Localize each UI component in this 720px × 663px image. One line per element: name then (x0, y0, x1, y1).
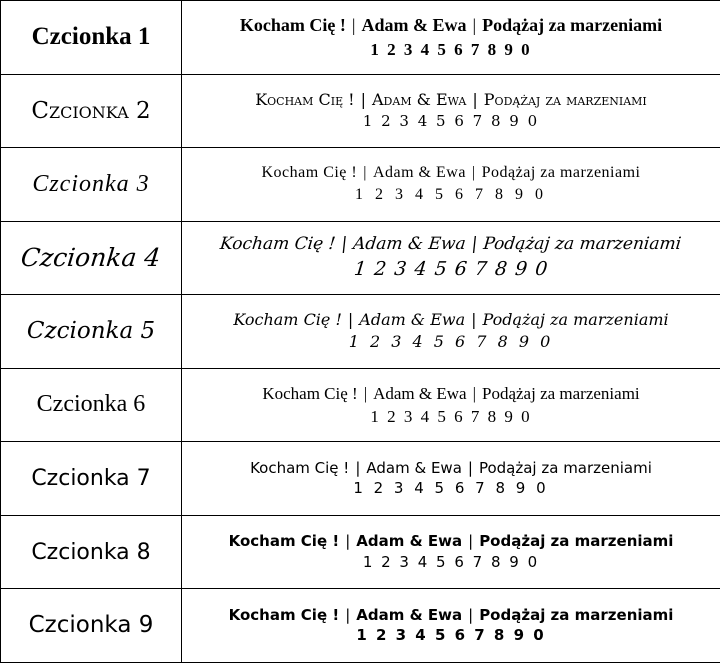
font-name-label: Czcionka 1 (32, 23, 151, 50)
sample-phrase-1: Kocham Cię ! (229, 532, 340, 550)
sample-phrase-1: Kocham Cię ! (250, 459, 349, 477)
sample-phrase-3: Podążaj za marzeniami (479, 532, 673, 550)
font-name-cell (1, 148, 182, 222)
font-sample-table-body (1, 1, 720, 663)
font-sample-cell (182, 295, 720, 369)
sample-separator: | (342, 310, 359, 329)
font-sample-words (182, 310, 720, 330)
sample-phrase-1: Kocham Cię ! (262, 384, 357, 403)
sample-phrase-2: Adam & Ewa (356, 532, 462, 550)
font-sample-cell (182, 589, 720, 663)
font-sample-cell (182, 148, 720, 222)
font-sample-digits: 1 2 3 4 5 6 7 8 9 0 (182, 626, 720, 645)
font-name-label: Czcionka 5 (27, 318, 155, 344)
font-name-label: Czcionka 2 (31, 98, 150, 124)
font-name-label: Czcionka 3 (32, 171, 149, 197)
font-name-cell (1, 221, 182, 295)
sample-separator: | (462, 459, 479, 477)
font-sample-digits: 1 2 3 4 5 6 7 8 9 0 (182, 406, 720, 427)
font-sample-cell (182, 1, 720, 75)
font-sample-digits: 1 2 3 4 5 6 7 8 9 0 (182, 553, 720, 572)
font-name-cell (1, 589, 182, 663)
sample-separator: | (462, 532, 479, 550)
sample-phrase-2: Adam & Ewa (372, 90, 466, 109)
sample-phrase-3: Podążaj za marzeniami (484, 90, 647, 109)
sample-separator: | (465, 310, 482, 329)
font-sample-words (219, 234, 682, 255)
font-sample-words (182, 383, 720, 404)
font-name-cell (1, 74, 182, 148)
font-sample-words-line (182, 234, 720, 255)
font-sample-words (182, 163, 720, 183)
font-sample-words (182, 532, 720, 551)
sample-phrase-1: Kocham Cię ! (261, 164, 357, 181)
sample-phrase-1: Kocham Cię ! (229, 606, 340, 624)
table-row (1, 589, 720, 663)
table-row (1, 1, 720, 75)
sample-phrase-3: Podążaj za marzeniami (479, 606, 673, 624)
sample-phrase-2: Adam & Ewa (359, 310, 465, 329)
font-name-cell (1, 442, 182, 516)
sample-phrase-3: Podążaj za marzeniami (483, 310, 669, 329)
font-sample-digits: 1 2 3 4 5 6 7 8 9 0 (182, 185, 720, 205)
sample-phrase-1: Kocham Cię ! (255, 90, 354, 109)
table-row (1, 74, 720, 148)
font-name-cell (1, 368, 182, 442)
sample-phrase-2: Adam & Ewa (353, 234, 468, 254)
font-sample-digits: 1 2 3 4 5 6 7 8 9 0 (182, 332, 720, 352)
sample-phrase-2: Adam & Ewa (356, 606, 462, 624)
font-sample-words (182, 459, 720, 478)
sample-phrase-3: Podążaj za marzeniami (483, 234, 683, 254)
sample-separator: | (349, 459, 366, 477)
font-name-label: Czcionka 6 (37, 391, 146, 417)
font-sample-words (182, 606, 720, 625)
sample-separator: | (462, 606, 479, 624)
font-name-cell (1, 295, 182, 369)
font-sample-digits: 1 2 3 4 5 6 7 8 9 0 (353, 258, 550, 282)
font-sample-words (182, 90, 720, 110)
font-name-label: Czcionka 8 (31, 540, 150, 565)
font-sample-digits: 1 2 3 4 5 6 7 8 9 0 (182, 479, 720, 498)
table-row (1, 221, 720, 295)
sample-separator: | (339, 532, 356, 550)
font-sample-cell (182, 368, 720, 442)
font-sample-words (182, 14, 720, 37)
sample-phrase-3: Podążaj za marzeniami (482, 164, 641, 181)
table-row (1, 442, 720, 516)
sample-phrase-1: Kocham Cię ! (233, 310, 342, 329)
sample-phrase-2: Adam & Ewa (362, 15, 467, 35)
font-sample-cell (182, 442, 720, 516)
font-name-label: Czcionka 7 (31, 466, 150, 491)
sample-phrase-1: Kocham Cię ! (219, 234, 336, 254)
font-sample-cell (182, 221, 720, 295)
sample-separator: | (339, 606, 356, 624)
font-name-cell (1, 1, 182, 75)
sample-separator: | (358, 384, 373, 403)
sample-phrase-3: Podążaj za marzeniami (479, 459, 652, 477)
sample-separator: | (335, 234, 355, 254)
font-name-label: Czcionka 9 (29, 612, 154, 638)
font-sample-cell (182, 515, 720, 589)
font-name-label: Czcionka 4 (20, 243, 162, 272)
table-row (1, 295, 720, 369)
sample-phrase-3: Podążaj za marzeniami (482, 15, 662, 35)
table-row (1, 148, 720, 222)
sample-separator: | (357, 164, 373, 181)
sample-phrase-1: Kocham Cię ! (240, 15, 346, 35)
sample-separator: | (467, 15, 483, 35)
table-row (1, 515, 720, 589)
sample-separator: | (346, 15, 362, 35)
font-name-cell (1, 515, 182, 589)
sample-phrase-2: Adam & Ewa (373, 164, 466, 181)
sample-separator: | (466, 164, 482, 181)
font-sample-digits-line (182, 256, 720, 282)
font-sample-digits: 1 2 3 4 5 6 7 8 9 0 (182, 112, 720, 131)
sample-phrase-2: Adam & Ewa (366, 459, 462, 477)
sample-separator: | (466, 90, 483, 109)
font-sample-digits: 1 2 3 4 5 6 7 8 9 0 (182, 39, 720, 60)
sample-phrase-3: Podążaj za marzeniami (482, 384, 640, 403)
font-sample-cell (182, 74, 720, 148)
sample-separator: | (465, 234, 485, 254)
sample-separator: | (355, 90, 372, 109)
sample-separator: | (467, 384, 482, 403)
sample-phrase-2: Adam & Ewa (373, 384, 466, 403)
table-row (1, 368, 720, 442)
